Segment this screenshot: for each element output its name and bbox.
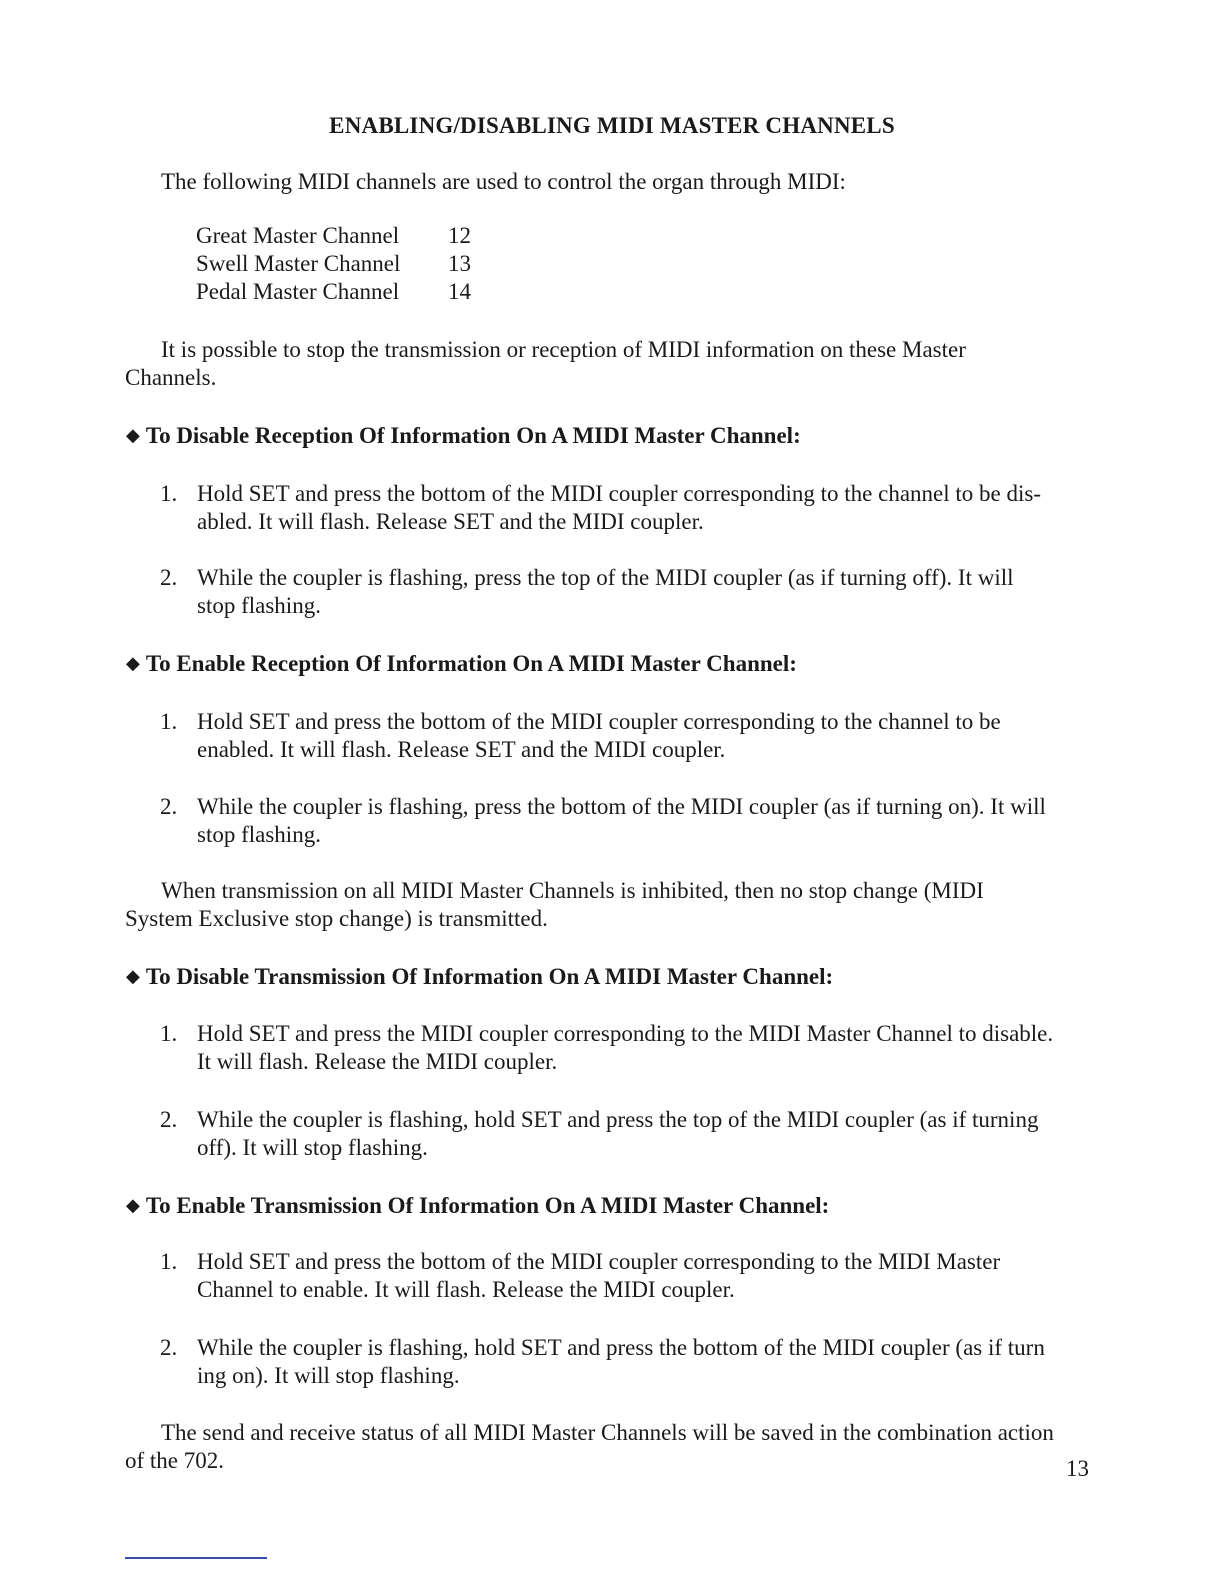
step-number: 2. xyxy=(160,565,178,590)
step-text-line: enabled. It will flash. Release SET and the MIDI coupler. xyxy=(197,737,726,762)
step-text-line: stop flashing. xyxy=(197,593,321,618)
channel-row xyxy=(196,222,471,250)
step-number: 2. xyxy=(160,1335,178,1360)
step-item xyxy=(160,480,1090,536)
page-title: ENABLING/DISABLING MIDI MASTER CHANNELS xyxy=(329,113,895,138)
diamond-bullet-icon: ◆ xyxy=(126,1195,140,1215)
diamond-bullet-icon: ◆ xyxy=(126,966,140,986)
step-number: 1. xyxy=(160,481,178,506)
step-number: 2. xyxy=(160,794,178,819)
step-text-line: stop flashing. xyxy=(197,822,321,847)
note-paragraph xyxy=(125,877,1090,933)
step-item xyxy=(160,708,1090,764)
note-line: The send and receive status of all MIDI Master Channels will be saved in the combination action xyxy=(161,1420,1054,1445)
step-text-line: Hold SET and press the bottom of the MIDI coupler corresponding to the MIDI Master xyxy=(197,1249,1001,1274)
channel-table xyxy=(196,222,471,306)
step-number: 2. xyxy=(160,1107,178,1132)
channel-number: 13 xyxy=(448,251,471,276)
intro-paragraph: The following MIDI channels are used to control the organ through MIDI: xyxy=(161,169,846,194)
section-heading-text: To Enable Reception Of Information On A MIDI Master Channel: xyxy=(145,651,797,676)
step-text-line: Hold SET and press the MIDI coupler corresponding to the MIDI Master Channel to disable. xyxy=(197,1021,1054,1046)
section-heading-text: To Enable Transmission Of Information On A MIDI Master Channel: xyxy=(145,1193,830,1218)
step-text-line: Hold SET and press the bottom of the MIDI coupler corresponding to the channel to be xyxy=(197,709,1001,734)
step-item xyxy=(160,1248,1090,1304)
channel-number: 12 xyxy=(448,223,471,248)
section-heading-text: To Disable Reception Of Information On A MIDI Master Channel: xyxy=(145,423,801,448)
diamond-bullet-icon: ◆ xyxy=(126,425,140,445)
section-heading xyxy=(126,650,797,679)
channel-row xyxy=(196,278,471,306)
step-text-line: While the coupler is flashing, press the top of the MIDI coupler (as if turning off). It will xyxy=(197,565,1014,590)
note-paragraph: It is possible to stop the transmission or reception of MIDI information on these Master Channels. xyxy=(125,337,966,390)
step-text-line: It will flash. Release the MIDI coupler. xyxy=(197,1049,558,1074)
step-item xyxy=(160,1020,1090,1076)
step-text-line: While the coupler is flashing, hold SET and press the bottom of the MIDI coupler (as if turn xyxy=(197,1335,1045,1360)
step-number: 1. xyxy=(160,1021,178,1046)
step-text-line: ing on). It will stop flashing. xyxy=(197,1363,460,1388)
diamond-bullet-icon: ◆ xyxy=(126,653,140,673)
section-heading xyxy=(126,1192,829,1221)
step-text-line: While the coupler is flashing, press the bottom of the MIDI coupler (as if turning on). It will xyxy=(197,794,1046,819)
channel-row xyxy=(196,250,471,278)
page-number: 13 xyxy=(1066,1456,1089,1481)
step-text-line: off). It will stop flashing. xyxy=(197,1135,428,1160)
note-line: of the 702. xyxy=(125,1448,225,1473)
channel-name: Pedal Master Channel xyxy=(196,279,400,304)
section-heading xyxy=(126,422,801,451)
step-number: 1. xyxy=(160,1249,178,1274)
step-text-line: Hold SET and press the bottom of the MIDI coupler corresponding to the channel to be dis- xyxy=(197,481,1042,506)
section-heading-text: To Disable Transmission Of Information On A MIDI Master Channel: xyxy=(145,964,834,989)
step-item xyxy=(160,1334,1090,1390)
step-number: 1. xyxy=(160,709,178,734)
step-item xyxy=(160,793,1090,849)
step-item xyxy=(160,1106,1090,1162)
step-text-line: Channel to enable. It will flash. Release the MIDI coupler. xyxy=(197,1277,735,1302)
channel-name: Swell Master Channel xyxy=(196,251,401,276)
channel-number: 14 xyxy=(448,279,471,304)
section-heading xyxy=(126,963,833,992)
note-line: When transmission on all MIDI Master Channels is inhibited, then no stop change (MIDI xyxy=(161,878,984,903)
step-text-line: abled. It will flash. Release SET and the MIDI coupler. xyxy=(197,509,704,534)
note-paragraph xyxy=(125,1419,1090,1475)
step-item xyxy=(160,564,1090,620)
step-text-line: While the coupler is flashing, hold SET and press the top of the MIDI coupler (as if turning xyxy=(197,1107,1039,1132)
footer-rule xyxy=(125,1557,267,1559)
note-line: System Exclusive stop change) is transmitted. xyxy=(125,906,548,931)
channel-name: Great Master Channel xyxy=(196,223,400,248)
